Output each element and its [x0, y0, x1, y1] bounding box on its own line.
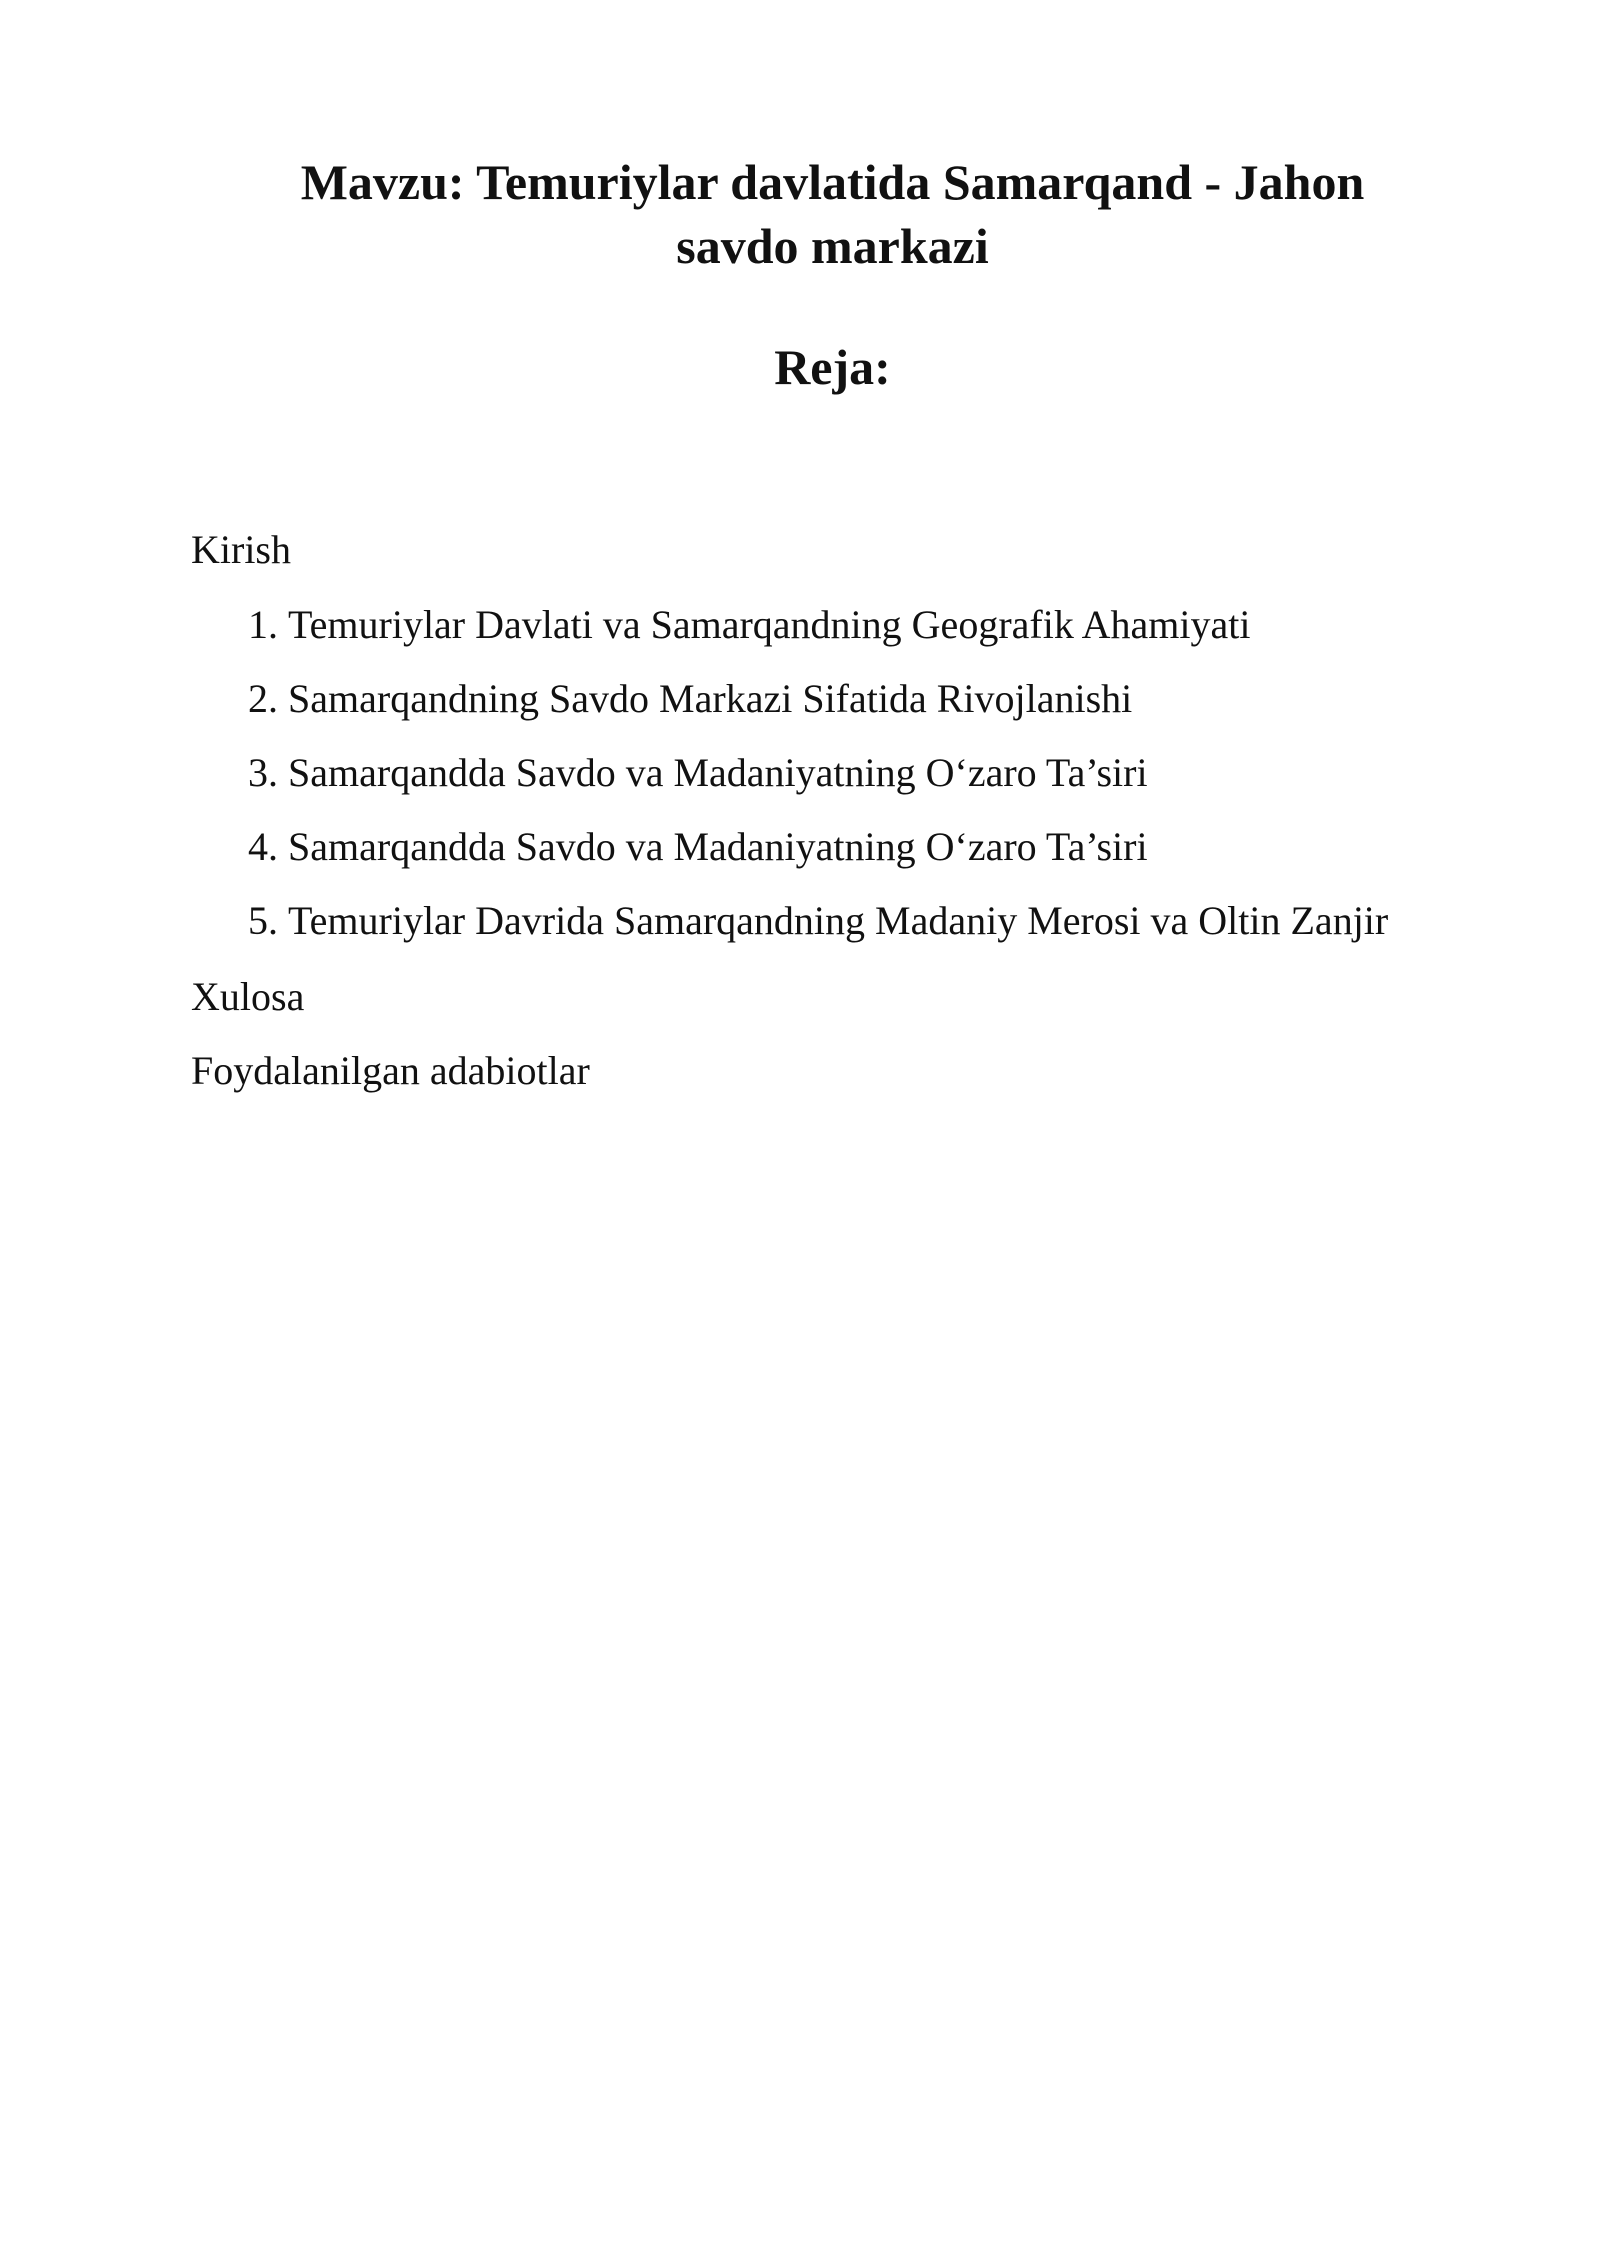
list-item: [191, 748, 1388, 822]
list-item-text: Temuriylar Davrida Samarqandning Madaniy Merosi va Oltin Zanjir: [288, 898, 1389, 943]
intro-line: Kirish: [191, 527, 291, 572]
references-line: Foydalanilgan adabiotlar: [191, 1048, 590, 1093]
plan-heading: Reja:: [774, 339, 891, 395]
list-item-number: 4.: [248, 824, 278, 869]
list-item-number: 2.: [248, 676, 278, 721]
plan-list: [191, 600, 1388, 970]
conclusion-line: Xulosa: [191, 974, 305, 1019]
list-item: [191, 674, 1388, 748]
list-item-text: Samarqandda Savdo va Madaniyatning O‘zaro Ta’siri: [288, 750, 1148, 795]
list-item-number: 5.: [248, 898, 278, 943]
list-item: [191, 896, 1388, 970]
list-item-number: 3.: [248, 750, 278, 795]
list-item-text: Samarqandning Savdo Markazi Sifatida Rivojlanishi: [288, 676, 1133, 721]
list-item: [191, 600, 1388, 674]
list-item: [191, 822, 1388, 896]
document-title: Mavzu: Temuriylar davlatida Samarqand - Jahon savdo markazi: [300, 154, 1365, 274]
list-item-number: 1.: [248, 602, 278, 647]
list-item-text: Temuriylar Davlati va Samarqandning Geografik Ahamiyati: [288, 602, 1251, 647]
list-item-text: Samarqandda Savdo va Madaniyatning O‘zaro Ta’siri: [288, 824, 1148, 869]
